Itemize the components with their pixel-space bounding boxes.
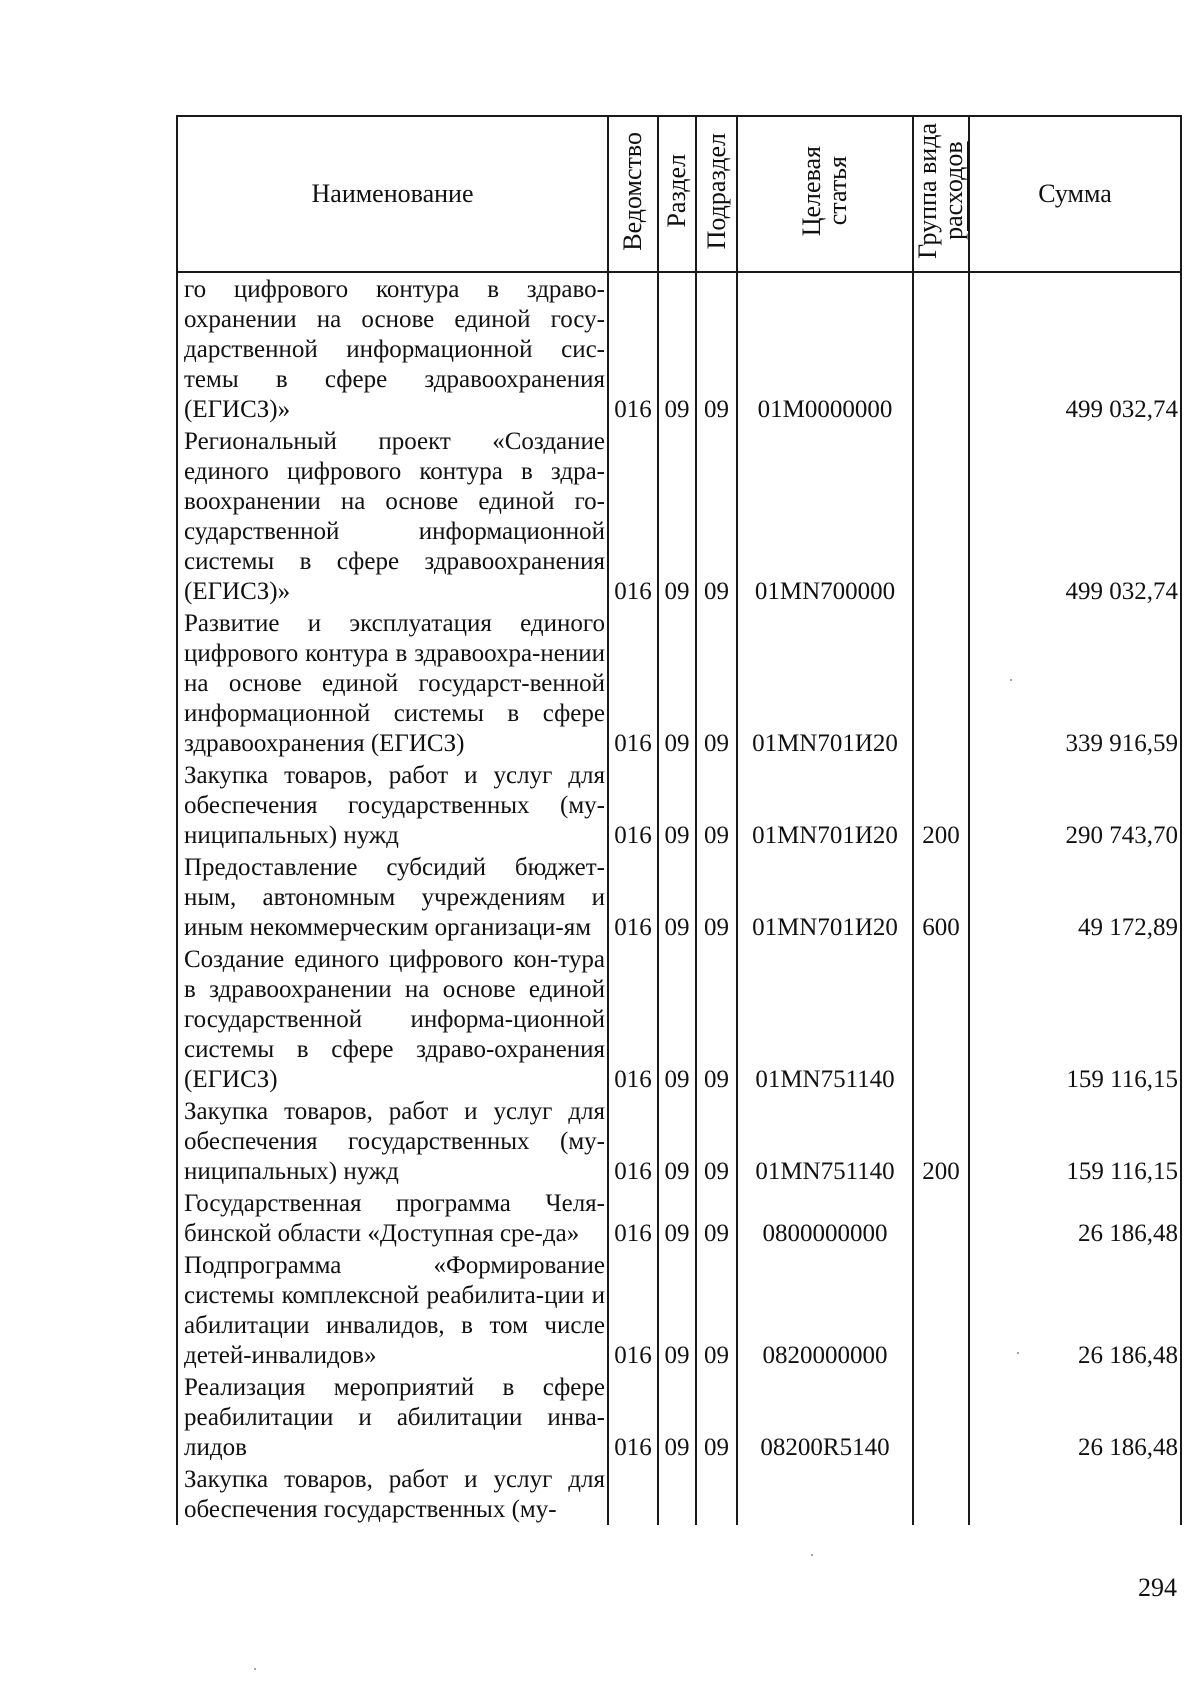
row-department: 016 [608,272,658,425]
table-row [177,1371,1181,1463]
row-amount: 49 172,89 [969,851,1181,943]
row-target-article: 08200R5140 [737,1371,913,1463]
table-row [177,607,1181,759]
row-name: Развитие и эксплуатация единого цифрового контура в здравоохра-нении на основе единой государст-венной информационной системы в сфере здравоохранения (ЕГИСЗ) [177,607,608,759]
row-subsection: 09 [696,272,737,425]
row-expense-group [913,272,969,425]
row-amount: 499 032,74 [969,272,1181,425]
row-section: 09 [658,425,696,607]
row-subsection: 09 [696,1249,737,1371]
scan-speck [254,1668,256,1670]
row-name: Закупка товаров, работ и услуг для обеспечения государственных (му-ниципальных) нужд [177,759,608,851]
scan-speck [811,1554,813,1556]
row-amount [969,1463,1181,1525]
row-name: Закупка товаров, работ и услуг для обеспечения государственных (му-ниципальных) нужд [177,1095,608,1187]
row-name: Создание единого цифрового кон-тура в здравоохранении на основе единой государственной информа-ционной системы в сфере здраво-охранения (ЕГИСЗ) [177,943,608,1095]
row-target-article: 01MN701И20 [737,759,913,851]
table-body [177,272,1181,1525]
row-name: Подпрограмма «Формирование системы комплексной реабилита-ции и абилитации инвалидов, в том числе детей-инвалидов» [177,1249,608,1371]
header-name: Наименование [177,116,608,272]
header-expense-group: Группа вида расходов [913,116,969,272]
row-section: 09 [658,851,696,943]
table-row [177,851,1181,943]
table-row [177,943,1181,1095]
page-number: 294 [1138,1573,1177,1602]
header-amount: Сумма [969,116,1181,272]
row-section: 09 [658,943,696,1095]
row-department: 016 [608,759,658,851]
row-department [608,1463,658,1525]
row-amount: 26 186,48 [969,1187,1181,1249]
row-expense-group [913,425,969,607]
table-row [177,1187,1181,1249]
row-name: Региональный проект «Создание единого цифрового контура в здра-воохранении на основе единой го-сударственной информационной системы в сфере здравоохранения (ЕГИСЗ)» [177,425,608,607]
row-expense-group [913,943,969,1095]
row-department: 016 [608,1371,658,1463]
row-subsection: 09 [696,1187,737,1249]
scan-speck [1010,679,1012,681]
row-department: 016 [608,1187,658,1249]
row-expense-group [913,1187,969,1249]
row-expense-group [913,607,969,759]
table-row [177,425,1181,607]
header-target-article: Целевая статья [737,116,913,272]
header-section: Раздел [658,116,696,272]
row-name: Предоставление субсидий бюджет-ным, автономным учреждениям и иным некоммерческим организаци-ям [177,851,608,943]
row-subsection [696,1463,737,1525]
row-department: 016 [608,851,658,943]
row-section: 09 [658,272,696,425]
row-amount: 159 116,15 [969,1095,1181,1187]
row-subsection: 09 [696,607,737,759]
row-subsection: 09 [696,759,737,851]
row-department: 016 [608,943,658,1095]
row-subsection: 09 [696,425,737,607]
row-expense-group [913,1371,969,1463]
row-amount: 26 186,48 [969,1249,1181,1371]
table-row [177,272,1181,425]
budget-table [176,115,1182,1525]
row-expense-group [913,1249,969,1371]
row-section: 09 [658,1249,696,1371]
row-department: 016 [608,425,658,607]
table-header [177,116,1181,272]
row-expense-group: 600 [913,851,969,943]
row-section: 09 [658,1187,696,1249]
row-name: Государственная программа Челя-бинской области «Доступная сре-да» [177,1187,608,1249]
row-section: 09 [658,607,696,759]
row-subsection: 09 [696,1095,737,1187]
row-expense-group [913,1463,969,1525]
row-section [658,1463,696,1525]
row-amount: 290 743,70 [969,759,1181,851]
row-department: 016 [608,607,658,759]
row-target-article: 01М0000000 [737,272,913,425]
row-amount: 159 116,15 [969,943,1181,1095]
row-subsection: 09 [696,851,737,943]
row-target-article: 01MN701И20 [737,607,913,759]
row-section: 09 [658,1095,696,1187]
row-subsection: 09 [696,1371,737,1463]
row-name: Реализация мероприятий в сфере реабилитации и абилитации инва-лидов [177,1371,608,1463]
row-subsection: 09 [696,943,737,1095]
row-department: 016 [608,1249,658,1371]
row-target-article: 0820000000 [737,1249,913,1371]
table-row [177,759,1181,851]
table-row-continuation [177,1463,1181,1525]
row-name: го цифрового контура в здраво-охранении на основе единой госу-дарственной информационной сис-темы в сфере здравоохранения (ЕГИСЗ)» [177,272,608,425]
row-target-article: 01MN700000 [737,425,913,607]
table-row [177,1095,1181,1187]
row-target-article: 0800000000 [737,1187,913,1249]
row-target-article: 01MN751140 [737,943,913,1095]
header-subsection: Подраздел [696,116,737,272]
table-row [177,1249,1181,1371]
row-name: Закупка товаров, работ и услуг для обеспечения государственных (му- [177,1463,608,1525]
row-target-article: 01MN751140 [737,1095,913,1187]
row-target-article [737,1463,913,1525]
row-section: 09 [658,759,696,851]
row-target-article: 01MN701И20 [737,851,913,943]
scan-speck [1017,1352,1019,1354]
row-expense-group: 200 [913,1095,969,1187]
row-amount: 499 032,74 [969,425,1181,607]
row-amount: 339 916,59 [969,607,1181,759]
row-section: 09 [658,1371,696,1463]
row-department: 016 [608,1095,658,1187]
header-department: Ведомство [608,116,658,272]
row-amount: 26 186,48 [969,1371,1181,1463]
row-expense-group: 200 [913,759,969,851]
